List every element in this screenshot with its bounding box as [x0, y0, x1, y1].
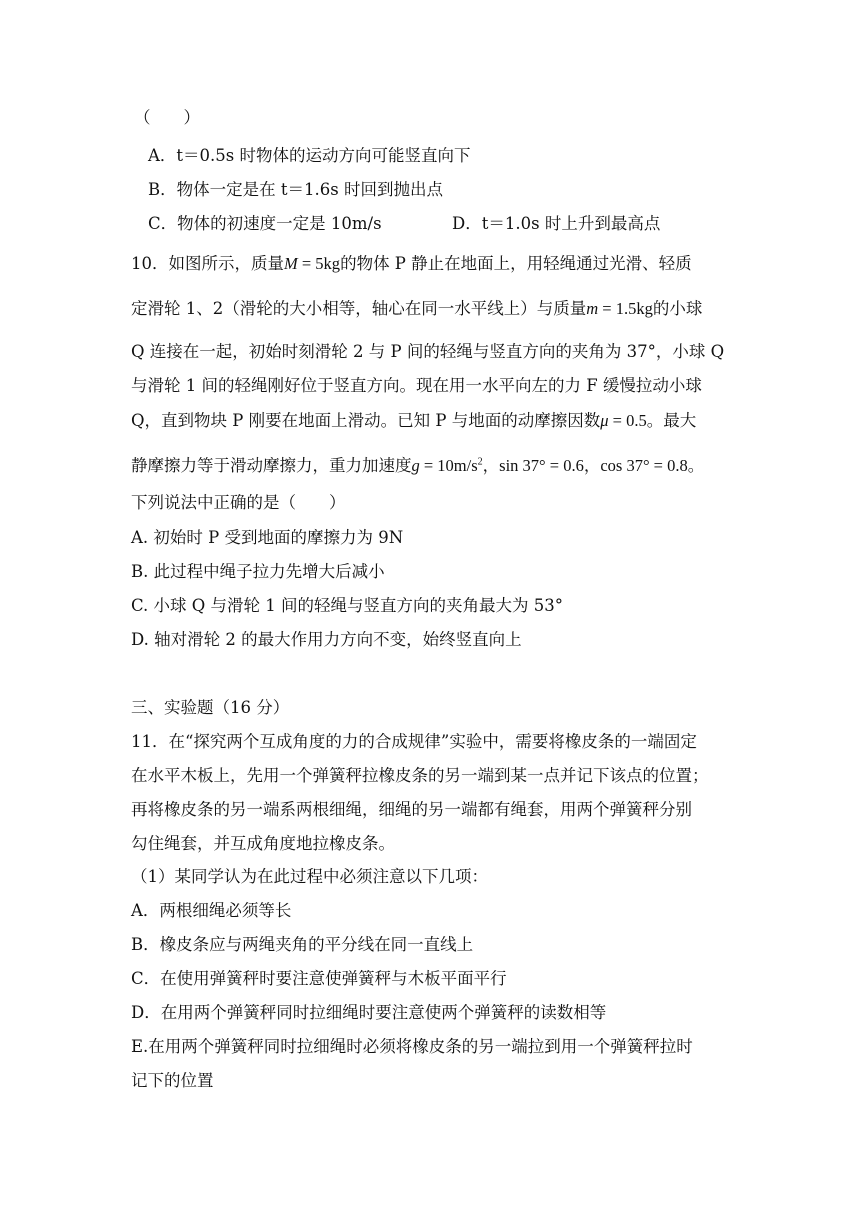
q11-line-3: 再将橡皮条的另一端系两根细绳，细绳的另一端都有绳套，用两个弹簧秤分别 — [131, 800, 692, 819]
q10-text: 定滑轮 1、2（滑轮的大小相等，轴心在同一水平线上）与质量 — [131, 299, 587, 318]
q10-line-6 — [131, 455, 704, 477]
q10-option-c: C. 小球 Q 与滑轮 1 间的轻绳与竖直方向的夹角最大为 53° — [131, 596, 564, 615]
q10-mass-symbol: m — [586, 299, 599, 318]
q11-option-e: E.在用两个弹簧秤同时拉细绳时必须将橡皮条的另一端拉到用一个弹簧秤拉时 — [131, 1037, 693, 1056]
q10-cos-value: cos 37° = 0.8 — [600, 456, 688, 475]
q9-option-b: B．物体一定是在 t＝1.6s 时回到抛出点 — [148, 180, 443, 199]
q10-line-1 — [131, 253, 692, 275]
section-title: 三、实验题（16 分） — [131, 698, 290, 717]
q11-option-a: A．两根细绳必须等长 — [131, 901, 292, 920]
q9-option-a: A．t＝0.5s 时物体的运动方向可能竖直向下 — [148, 146, 471, 165]
q10-line-7: 下列说法中正确的是（ ） — [131, 493, 346, 512]
q10-mu-symbol: μ — [600, 411, 609, 430]
q10-line-2 — [131, 298, 702, 320]
q9-option-d: D．t＝1.0s 时上升到最高点 — [452, 214, 661, 233]
q10-mass-value: = 1.5kg — [598, 299, 653, 318]
q11-line-1: 11．在“探究两个互成角度的力的合成规律”实验中，需要将橡皮条的一端固定 — [131, 732, 697, 751]
q10-g-exponent: 2 — [477, 456, 483, 468]
q10-line-5 — [131, 410, 696, 432]
q10-option-d: D. 轴对滑轮 2 的最大作用力方向不变，始终竖直向上 — [131, 630, 522, 649]
q10-separator: ， — [482, 456, 500, 475]
q10-text: 。最大 — [646, 411, 697, 430]
q10-separator: ， — [583, 456, 601, 475]
q10-g-symbol: g — [411, 456, 420, 475]
q11-subquestion-1: （1）某同学认为在此过程中必须注意以下几项： — [131, 867, 488, 886]
q11-option-d: D．在用两个弹簧秤同时拉细绳时要注意使两个弹簧秤的读数相等 — [131, 1003, 607, 1022]
q10-g-value: = 10m/s — [419, 456, 478, 475]
q10-line-3: Q 连接在一起，初始时刻滑轮 2 与 P 间的轻绳与竖直方向的夹角为 37°，小球 Q — [131, 342, 725, 361]
q11-option-b: B．橡皮条应与两绳夹角的平分线在同一直线上 — [131, 935, 474, 954]
q10-text: 的物体 P 静止在地面上，用轻绳通过光滑、轻质 — [340, 254, 692, 273]
q10-text: 静摩擦力等于滑动摩擦力，重力加速度 — [131, 456, 412, 475]
q10-sin-value: sin 37° = 0.6 — [499, 456, 584, 475]
q10-option-a: A. 初始时 P 受到地面的摩擦力为 9N — [131, 528, 404, 547]
q10-mass-symbol: M — [284, 254, 298, 273]
q11-option-e-continued: 记下的位置 — [131, 1071, 214, 1090]
q10-period: 。 — [687, 456, 705, 475]
q10-mass-value: = 5kg — [297, 254, 341, 273]
q10-option-b: B. 此过程中绳子拉力先增大后减小 — [131, 562, 385, 581]
q11-option-c: C．在使用弹簧秤时要注意使弹簧秤与木板平面平行 — [131, 969, 507, 988]
q10-text: Q，直到物块 P 刚要在地面上滑动。已知 P 与地面的动摩擦因数 — [131, 411, 601, 430]
q10-text: 10．如图所示，质量 — [131, 254, 284, 273]
q11-line-4: 勾住绳套，并互成角度地拉橡皮条。 — [131, 834, 395, 853]
q10-text: 的小球 — [652, 299, 703, 318]
q11-line-2: 在水平木板上，先用一个弹簧秤拉橡皮条的另一端到某一点并记下该点的位置； — [131, 766, 709, 785]
q10-line-4: 与滑轮 1 间的轻绳刚好位于竖直方向。现在用一水平向左的力 F 缓慢拉动小球 — [131, 376, 702, 395]
q9-option-c: C．物体的初速度一定是 10m/s — [148, 214, 382, 233]
q10-mu-value: = 0.5 — [608, 411, 647, 430]
q9-answer-blank: （ ） — [134, 108, 200, 127]
